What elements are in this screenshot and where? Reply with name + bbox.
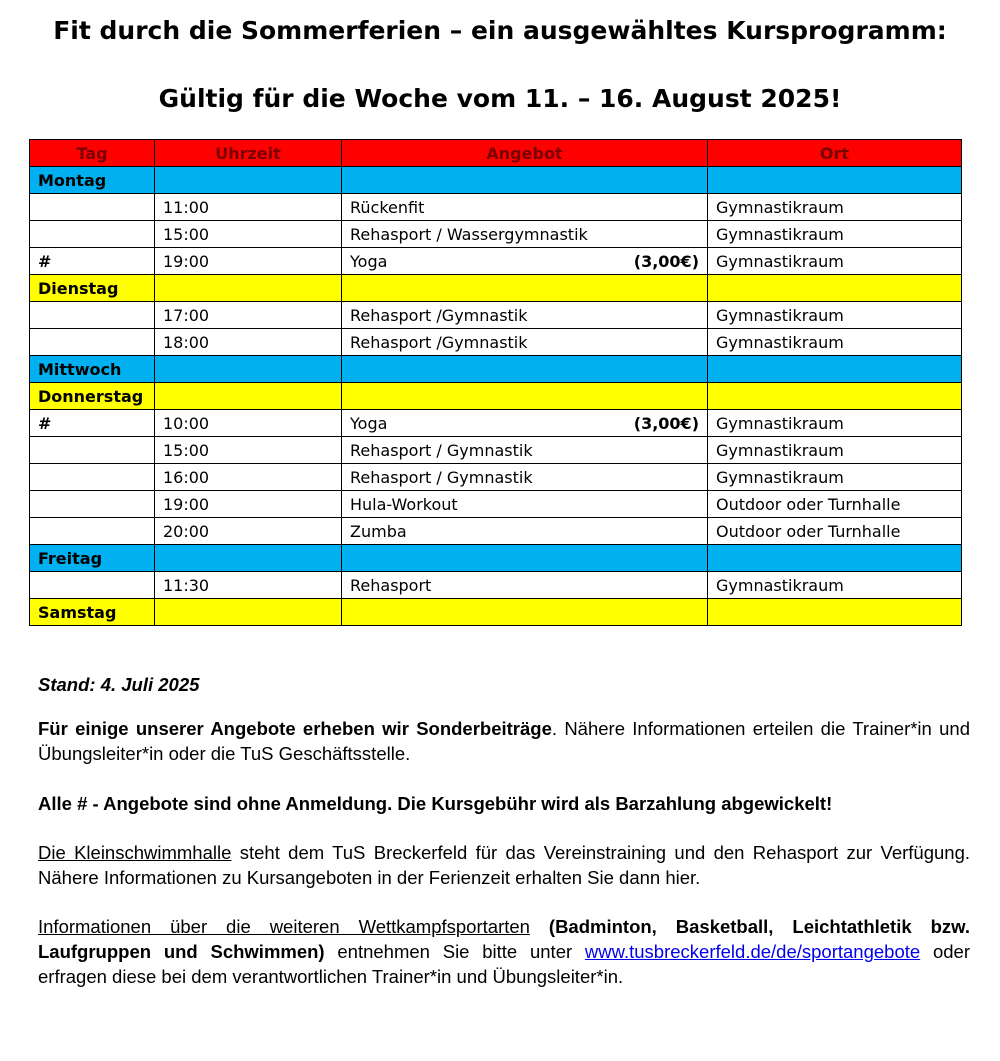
- info-paragraph-fees: [38, 716, 970, 766]
- day-label: Montag: [30, 167, 155, 194]
- pool-text: steht dem TuS Breckerfeld für das Vereinstraining und den Rehasport zur Verfügung. Nähere Informationen zu Kursangeboten in der Ferienzeit erhalten Sie dann hier.: [38, 842, 971, 888]
- no-registration-mark: [30, 491, 155, 518]
- offer-cell: [342, 302, 708, 329]
- info-paragraph-sports: [38, 914, 970, 989]
- header-angebot: Angebot: [342, 140, 708, 167]
- place-cell: Gymnastikraum: [708, 221, 962, 248]
- offer-label: Rehasport /Gymnastik: [350, 305, 528, 325]
- place-cell: Outdoor oder Turnhalle: [708, 491, 962, 518]
- no-registration-mark: [30, 572, 155, 599]
- time-cell: 18:00: [155, 329, 342, 356]
- info-paragraph-pool: [38, 840, 970, 890]
- empty-cell: [342, 383, 708, 410]
- table-row: [30, 410, 962, 437]
- header-tag: Tag: [30, 140, 155, 167]
- no-registration-mark: [30, 437, 155, 464]
- no-registration-mark: [30, 464, 155, 491]
- place-cell: Gymnastikraum: [708, 329, 962, 356]
- time-cell: 19:00: [155, 248, 342, 275]
- place-cell: Gymnastikraum: [708, 410, 962, 437]
- table-row: [30, 491, 962, 518]
- place-cell: Outdoor oder Turnhalle: [708, 518, 962, 545]
- time-cell: 11:00: [155, 194, 342, 221]
- offer-label: Yoga: [350, 413, 388, 433]
- course-schedule-table: [29, 139, 962, 626]
- offer-cell: [342, 518, 708, 545]
- day-row: [30, 275, 962, 302]
- time-cell: 11:30: [155, 572, 342, 599]
- offer-label: Rehasport / Gymnastik: [350, 467, 533, 487]
- empty-cell: [342, 599, 708, 626]
- offer-label: Rehasport /Gymnastik: [350, 332, 528, 352]
- empty-cell: [708, 599, 962, 626]
- table-row: [30, 437, 962, 464]
- day-label: Dienstag: [30, 275, 155, 302]
- empty-cell: [342, 545, 708, 572]
- info-paragraph-no-registration: Alle # - Angebote sind ohne Anmeldung. Die Kursgebühr wird als Barzahlung abgewickelt!: [38, 793, 833, 814]
- offer-cell: [342, 464, 708, 491]
- empty-cell: [342, 356, 708, 383]
- empty-cell: [155, 275, 342, 302]
- table-body: [30, 167, 962, 626]
- time-cell: 10:00: [155, 410, 342, 437]
- day-row: [30, 356, 962, 383]
- no-registration-mark: [30, 194, 155, 221]
- table-row: [30, 329, 962, 356]
- offer-cell: [342, 572, 708, 599]
- day-label: Mittwoch: [30, 356, 155, 383]
- day-row: [30, 167, 962, 194]
- place-cell: Gymnastikraum: [708, 464, 962, 491]
- time-cell: 15:00: [155, 437, 342, 464]
- table-row: [30, 302, 962, 329]
- time-cell: 17:00: [155, 302, 342, 329]
- empty-cell: [155, 383, 342, 410]
- table-row: [30, 221, 962, 248]
- empty-cell: [155, 356, 342, 383]
- table-row: [30, 572, 962, 599]
- offer-label: Rehasport / Wassergymnastik: [350, 224, 588, 244]
- no-registration-mark: #: [30, 248, 155, 275]
- no-registration-mark: #: [30, 410, 155, 437]
- wettkampfsportarten-link[interactable]: Informationen über die weiteren Wettkampfsportarten: [38, 916, 530, 937]
- price-label: (3,00€): [633, 251, 699, 271]
- offer-cell: [342, 491, 708, 518]
- offer-cell: [342, 194, 708, 221]
- day-row: [30, 545, 962, 572]
- stand-date: Stand: 4. Juli 2025: [38, 674, 200, 695]
- sports-list-text: (Badminton, Basketball, Leichtathletik bzw. Laufgruppen und Schwimmen): [38, 916, 970, 962]
- place-cell: Gymnastikraum: [708, 437, 962, 464]
- sports-mid-text: entnehmen Sie bitte unter: [324, 941, 585, 962]
- table-row: [30, 194, 962, 221]
- sports-end-text: oder erfragen diese bei dem verantwortlichen Trainer*in und Übungsleiter*in.: [38, 941, 970, 987]
- offer-cell: [342, 410, 708, 437]
- price-label: (3,00€): [633, 413, 699, 433]
- place-cell: Gymnastikraum: [708, 302, 962, 329]
- fees-text: . Nähere Informationen erteilen die Trainer*in und Übungsleiter*in oder die TuS Geschäftsstelle.: [38, 718, 970, 764]
- table-row: [30, 518, 962, 545]
- header-ort: Ort: [708, 140, 962, 167]
- place-cell: Gymnastikraum: [708, 194, 962, 221]
- empty-cell: [708, 545, 962, 572]
- empty-cell: [708, 356, 962, 383]
- offer-label: Zumba: [350, 521, 407, 541]
- empty-cell: [155, 545, 342, 572]
- time-cell: 19:00: [155, 491, 342, 518]
- table-header-row: [30, 140, 962, 167]
- page-title: Fit durch die Sommerferien – ein ausgewähltes Kursprogramm:: [53, 16, 947, 45]
- day-row: [30, 383, 962, 410]
- day-label: Freitag: [30, 545, 155, 572]
- offer-label: Rückenfit: [350, 197, 425, 217]
- empty-cell: [155, 167, 342, 194]
- time-cell: 20:00: [155, 518, 342, 545]
- offer-label: Hula-Workout: [350, 494, 458, 514]
- no-registration-mark: [30, 221, 155, 248]
- no-registration-mark: [30, 302, 155, 329]
- table-row: [30, 248, 962, 275]
- time-cell: 15:00: [155, 221, 342, 248]
- empty-cell: [155, 599, 342, 626]
- offer-label: Yoga: [350, 251, 388, 271]
- page-subtitle: Gültig für die Woche vom 11. – 16. August 2025!: [158, 84, 842, 113]
- place-cell: Gymnastikraum: [708, 572, 962, 599]
- empty-cell: [708, 275, 962, 302]
- day-label: Samstag: [30, 599, 155, 626]
- offer-cell: [342, 221, 708, 248]
- empty-cell: [342, 275, 708, 302]
- offer-cell: [342, 437, 708, 464]
- table-row: [30, 464, 962, 491]
- offer-label: Rehasport / Gymnastik: [350, 440, 533, 460]
- time-cell: 16:00: [155, 464, 342, 491]
- empty-cell: [342, 167, 708, 194]
- offer-cell: [342, 248, 708, 275]
- day-row: [30, 599, 962, 626]
- fees-bold-text: Für einige unserer Angebote erheben wir Sonderbeiträge: [38, 718, 552, 739]
- offer-cell: [342, 329, 708, 356]
- empty-cell: [708, 167, 962, 194]
- no-registration-mark: [30, 518, 155, 545]
- day-label: Donnerstag: [30, 383, 155, 410]
- empty-cell: [708, 383, 962, 410]
- offer-label: Rehasport: [350, 575, 432, 595]
- header-uhrzeit: Uhrzeit: [155, 140, 342, 167]
- kleinschwimmhalle-link[interactable]: Die Kleinschwimmhalle: [38, 842, 232, 863]
- sportangebote-url-link[interactable]: www.tusbreckerfeld.de/de/sportangebote: [584, 941, 921, 962]
- no-registration-mark: [30, 329, 155, 356]
- place-cell: Gymnastikraum: [708, 248, 962, 275]
